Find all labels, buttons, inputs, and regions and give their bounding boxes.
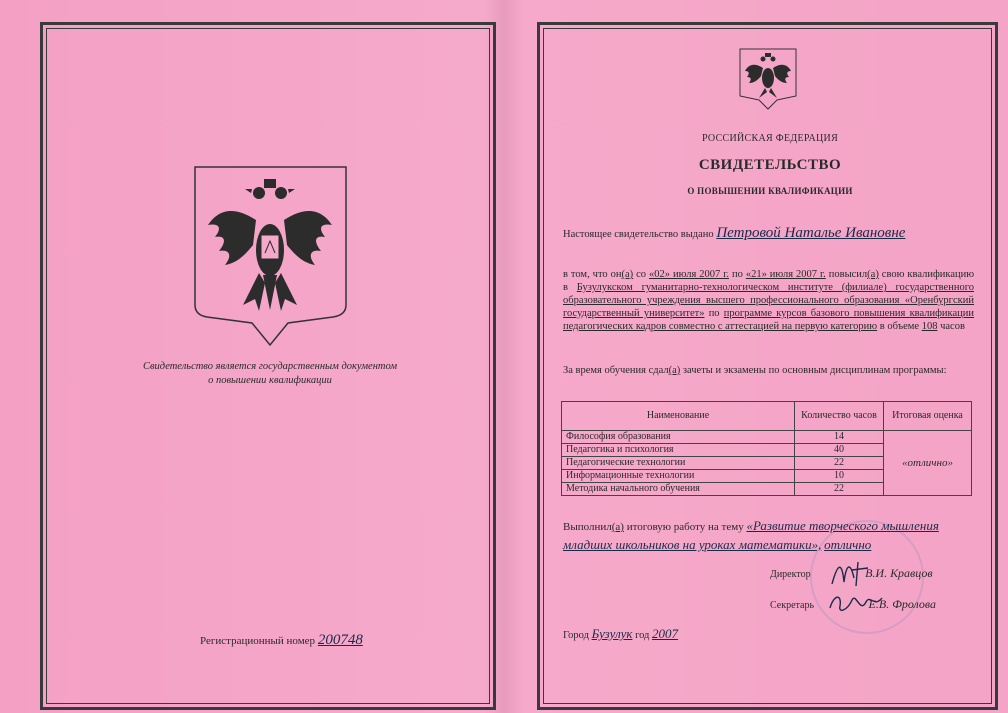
cover-note-line-2: о повышении квалификации [208,375,332,386]
qualification-prefix: квалификацию в [563,269,975,293]
discipline-name: Педагогика и психология [562,444,795,457]
secretary-name: Е.В. Фролова [868,597,937,611]
gender-suffix: (а) [668,365,681,376]
exam-text-start: За время обучения сдал [563,365,669,376]
table-header-row [562,402,972,431]
director-name: В.И. Кравцов [865,566,933,580]
grades-table [561,401,972,496]
period-prefix: в том, что он [563,269,622,280]
discipline-hours: 14 [795,431,884,444]
federation-heading: РОССИЙСКАЯ ФЕДЕРАЦИЯ [701,133,839,144]
year-value: 2007 [652,626,679,641]
year-label: год [635,630,650,641]
secretary-signature-icon [826,588,886,618]
column-header-hours: Количество часов [795,402,884,431]
discipline-hours: 22 [795,483,884,496]
city-year-line [563,627,678,642]
period-to-date: «21» июля 2007 г. [745,269,826,280]
final-work-paragraph [563,517,974,555]
volume-label: в объеме [879,321,920,332]
work-topic: «Развитие творческого мышления младших школьников на уроках математики», [563,518,939,552]
discipline-name: Методика начального обучения [562,483,795,496]
volume-unit: часов [940,321,965,332]
final-grade: «отлично» [884,431,972,496]
institution-name: Бузулукском гуманитарно-технологическом институте (филиале) государственного образовательного учреждения высшего профессионального образования «Оренбургский государственный университет» [563,282,974,319]
program-name: программе курсов базового повышения квалификации педагогических кадров совместно с аттестацией на первую категорию [563,308,974,332]
discipline-name: Информационные технологии [562,470,795,483]
qualification-paragraph [563,268,974,333]
director-label: Директор [770,569,811,580]
gender-suffix: (а) [611,521,624,533]
cover-note [120,360,420,388]
issued-to-line [563,227,905,241]
period-from-label: со [636,269,647,280]
discipline-name: Философия образования [562,431,795,444]
discipline-name: Педагогические технологии [562,457,795,470]
registration-label: Регистрационный номер [200,635,316,647]
certificate-subtitle: О ПОВЫШЕНИИ КВАЛИФИКАЦИИ [687,186,853,196]
small-coat-of-arms-emblem-icon [739,48,797,110]
column-header-grade: Итоговая оценка [884,402,972,431]
city-label: Город [563,630,589,641]
gender-suffix: (а) [867,269,879,280]
issued-label: Настоящее свидетельство выдано [563,229,714,240]
gender-suffix: (а) [621,269,634,280]
exam-text-end: зачеты и экзамены по основным дисциплинам программы: [682,365,947,376]
period-to-label: по [731,269,743,280]
certificate-title: СВИДЕТЕЛЬСТВО [698,157,842,173]
volume-hours: 108 [921,321,938,332]
discipline-hours: 22 [795,457,884,470]
coat-of-arms-emblem-icon [193,165,348,347]
director-signature-icon [828,558,878,588]
table-row [562,431,972,444]
recipient-name: Петровой Наталье Ивановне [716,225,906,241]
work-mid: итоговую работу на тему [626,521,744,533]
period-suffix: повысил [828,269,868,280]
work-prefix: Выполнил [563,521,612,533]
period-end: свою [881,269,905,280]
period-from-date: «02» июля 2007 г. [649,269,729,280]
work-grade: отлично [824,537,872,552]
program-prefix: по [708,308,720,319]
discipline-hours: 40 [795,444,884,457]
cover-note-line-1: Свидетельство является государственным документом [142,361,398,372]
registration-number [200,632,363,649]
exams-paragraph [563,364,974,377]
column-header-name: Наименование [562,402,795,431]
registration-value: 200748 [317,632,363,648]
secretary-label: Секретарь [770,600,815,611]
discipline-hours: 10 [795,470,884,483]
city-name: Бузулук [591,626,633,641]
